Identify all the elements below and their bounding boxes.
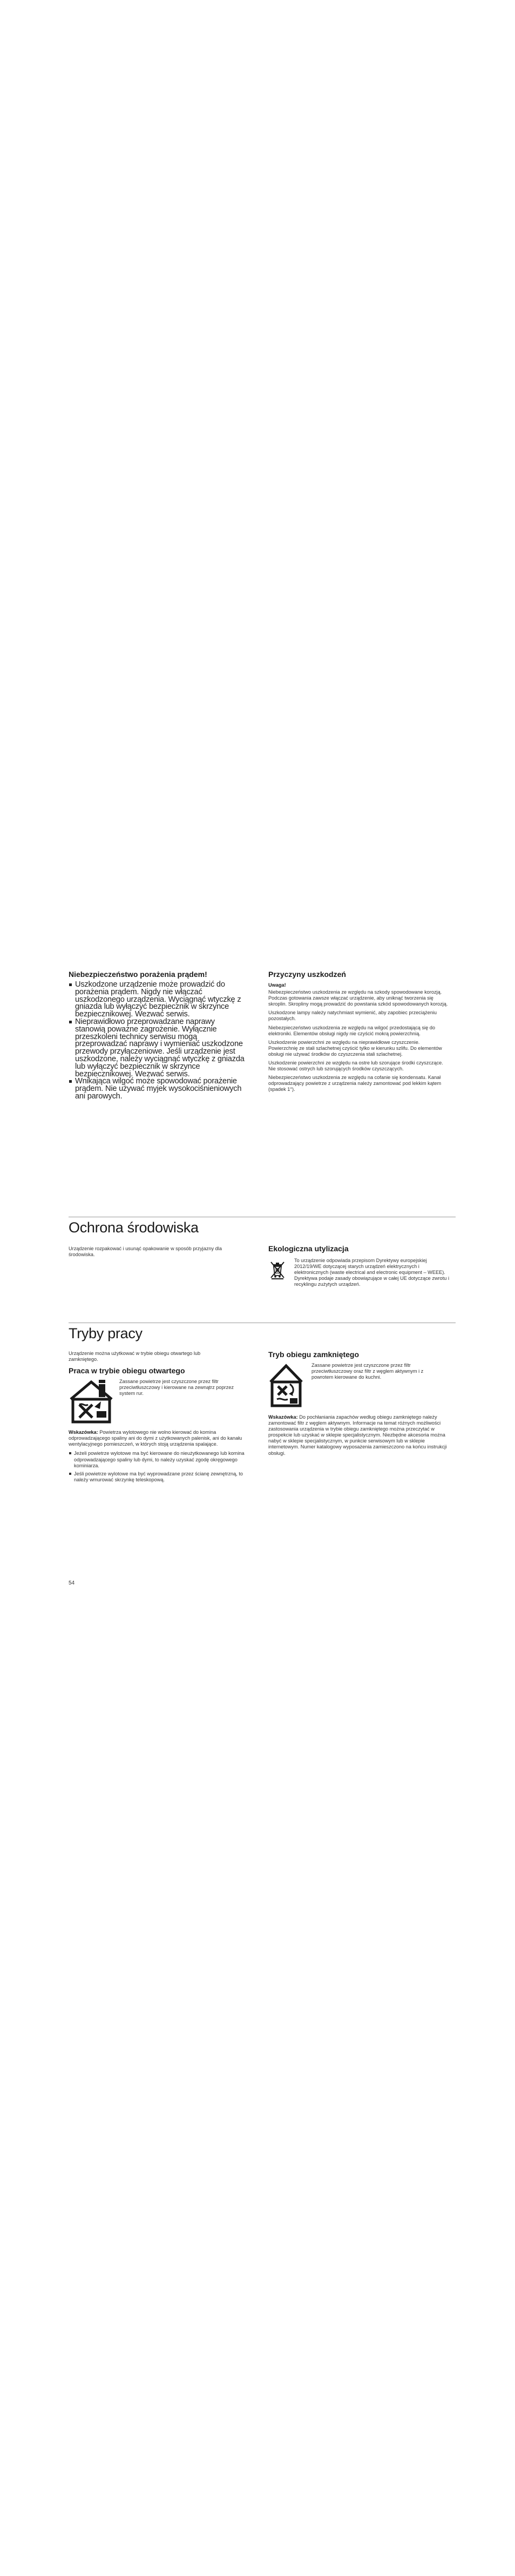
disposal-text: To urządzenie odpowiada przepisom Dyrektywy europejskiej 2012/19/WE dotyczącej starych urządzeń elektrycznych i elektronicznych (waste electrical and electronic equipment – WEEE). Dyrektywa podaje zasady obowiązujące w całej UE dotyczące zwrotu i recyklingu zużytych urządzeń. (294, 1258, 449, 1287)
crossed-bin-icon (269, 1261, 286, 1279)
closed-mode-title: Tryb obiegu zamkniętego (268, 1350, 360, 1359)
list-item: Jeżeli powietrze wylotowe ma być kierowane do nieużytkowanego lub komina odprowadzającego spaliny lub dymi, to należy uzyskać zgodę okręgowego kominiarza. (69, 1451, 247, 1468)
disposal-section (268, 1244, 449, 1296)
damage-causes-section (268, 970, 449, 1093)
electric-shock-section (69, 970, 247, 1101)
list-item: Jeśli powietrze wylotowe ma być wyprowadzane przez ścianę zewnętrzną, to należy wmurować skrzynkę teleskopową. (69, 1471, 247, 1483)
hint-text: Powietrza wylotowego nie wolno kierować do komina odprowadzającego spaliny ani do dymi z użytkowanych palenisk, ani do kanału wentylacyjnego pomieszczeń, w których stoją urządzenia spalające. (69, 1429, 242, 1447)
damage-paragraph: Niebezpieczeństwo uszkodzenia ze względu na szkody spowodowane korozją. Podczas gotowania zawsze włączać urządzenie, aby uniknąć tworzenia się skroplin. Skropliny mogą prowadzić do powstania szkód spowodowanych korozją. (268, 989, 448, 1007)
exhaust-mode-icon (69, 1379, 114, 1424)
hint-label: Wskazówka: (268, 1414, 298, 1420)
closed-mode-hint (268, 1414, 449, 1456)
damage-paragraph: Uszkodzenie powierzchni ze względu na nieprawidłowe czyszczenie. Powierzchnię ze stali szlachetnej czyścić tylko w kierunku szlifu. Do elementów obsługi nie używać środków do czyszczenia stali szlachetnej. (268, 1039, 442, 1057)
damage-paragraph: Uszkodzenie powierzchni ze względu na ostre lub szorujące środki czyszczące. Nie stosować ostrych lub szorujących środków czyszczących. (268, 1060, 443, 1072)
environment-section (69, 1219, 456, 1236)
damage-paragraph: Uszkodzone lampy należy natychmiast wymienić, aby zapobiec przeciążeniu pozostałych. (268, 1010, 437, 1022)
modes-section (69, 1325, 456, 1342)
caution-label: Uwaga! (268, 982, 286, 988)
open-mode-caption: Zassane powietrze jest czyszczone przez filtr przeciwtłuszczowy i kierowane na zewnątrz poprzez system rur. (119, 1379, 234, 1397)
closed-mode-caption: Zassane powietrze jest czyszczone przez filtr przeciwtłuszczowy oraz filtr z węglem aktywnym i z powrotem kierowane do kuchni. (311, 1363, 424, 1380)
closed-mode-section (268, 1350, 449, 1456)
damage-causes-title: Przyczyny uszkodzeń (268, 970, 346, 979)
page-number: 54 (69, 1580, 75, 1586)
modes-intro: Urządzenie można użytkować w trybie obiegu otwartego lub zamkniętego. (69, 1351, 201, 1363)
damage-paragraph: Niebezpieczeństwo uszkodzenia ze względu na wilgoć przedostającą się do elektroniki. Elementów obsługi nigdy nie czyścić mokrą powierzchnią. (268, 1024, 435, 1036)
electric-shock-title: Niebezpieczeństwo porażenia prądem! (69, 970, 207, 979)
hint-text: Do pochłaniania zapachów według obiegu zamkniętego należy zamontować filtr z węglem aktywnym. Informacje na temat różnych możliwości zastosowania urządzenia w trybie obiegu zamkniętego można przeczytać w prospekcie lub uzyskać w sklepie specjalistycznym. Niezbędne akcesoria można nabyć w sklepie specjalistycznym, w punkcie serwisowym lub w sklepie internetowym. Numer katalogowy wyposażenia zamieszczono na końcu instrukcji obsługi. (268, 1414, 447, 1456)
open-mode-hint (69, 1429, 247, 1447)
recirculation-mode-icon (268, 1363, 304, 1408)
list-item: Nieprawidłowo przeprowadzane naprawy stanowią poważne zagrożenie. Wyłącznie przeszkoleni technicy serwisu mogą przeprowadzać naprawy i wymieniać uszkodzone przewody przyłączeniowe. Jeśli urządzenie jest uszkodzone, należy wyciągnąć wtyczkę z gniazda lub wyłączyć bezpiecznik w skrzynce bezpiecznikowej. Wezwać serwis. (69, 1019, 247, 1078)
modes-title: Tryby pracy (69, 1325, 143, 1341)
damage-paragraph: Niebezpieczeństwo uszkodzenia ze względu na cofanie się kondensatu. Kanał odprowadzający powietrze z urządzenia należy zamontować pod lekkim kątem (spadek 1°). (268, 1075, 442, 1093)
environment-intro-text: Urządzenie rozpakować i usunąć opakowanie w sposób przyjazny dla środowiska. (69, 1246, 222, 1258)
list-item: Wnikająca wilgoć może spowodować porażenie prądem. Nie używać myjek wysokociśnieniowych ani parowych. (69, 1078, 247, 1100)
environment-title: Ochrona środowiska (69, 1219, 199, 1236)
open-mode-list (69, 1451, 247, 1482)
open-mode-section (69, 1351, 247, 1483)
disposal-title: Ekologiczna utylizacja (268, 1244, 349, 1253)
environment-intro (69, 1246, 231, 1258)
list-item: Uszkodzone urządzenie może prowadzić do porażenia prądem. Nigdy nie włączać uszkodzonego urządzenia. Wyciągnąć wtyczkę z gniazda lub wyłączyć bezpiecznik w skrzynce bezpiecznikowej. Wezwać serwis. (69, 981, 247, 1019)
open-mode-title: Praca w trybie obiegu otwartego (69, 1366, 185, 1375)
electric-shock-list (69, 981, 247, 1101)
hint-label: Wskazówka: (69, 1429, 98, 1435)
